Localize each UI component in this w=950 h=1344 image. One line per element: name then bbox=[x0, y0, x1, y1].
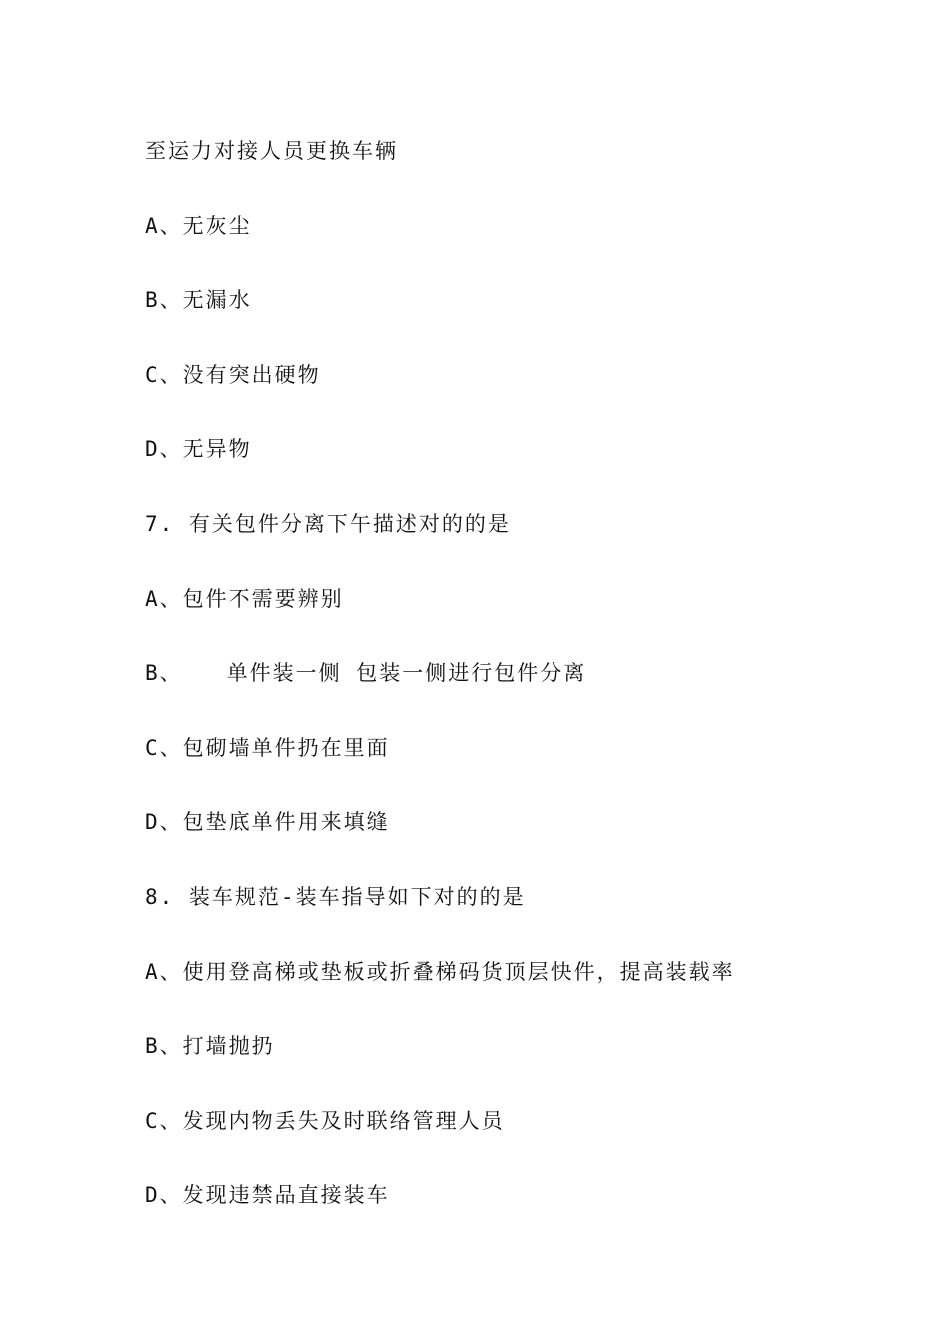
q8-option-a: A、使用登高梯或垫板或折叠梯码货顶层快件，提高装载率 bbox=[145, 960, 735, 984]
option-b-no-leak: B、无漏水 bbox=[145, 288, 252, 312]
option-a-no-dust: A、无灰尘 bbox=[145, 214, 252, 238]
q7-option-a: A、包件不需要辨别 bbox=[145, 587, 344, 611]
q7-option-b: B、 单件装一侧 包装一侧进行包件分离 bbox=[145, 661, 587, 685]
q8-option-b: B、打墙抛扔 bbox=[145, 1034, 275, 1058]
q7-option-d: D、包垫底单件用来填缝 bbox=[145, 810, 390, 834]
q8-option-c: C、发现内物丢失及时联络管理人员 bbox=[145, 1109, 505, 1133]
q7-option-c: C、包砌墙单件扔在里面 bbox=[145, 736, 390, 760]
question-8: 8. 装车规范-装车指导如下对的的是 bbox=[145, 885, 526, 909]
option-c-no-hard-objects: C、没有突出硬物 bbox=[145, 363, 321, 387]
q8-option-d: D、发现违禁品直接装车 bbox=[145, 1183, 390, 1207]
question-7: 7. 有关包件分离下午描述对的的是 bbox=[145, 512, 511, 536]
text-line-vehicle-change: 至运力对接人员更换车辆 bbox=[145, 139, 398, 163]
option-d-no-foreign-objects: D、无异物 bbox=[145, 437, 252, 461]
